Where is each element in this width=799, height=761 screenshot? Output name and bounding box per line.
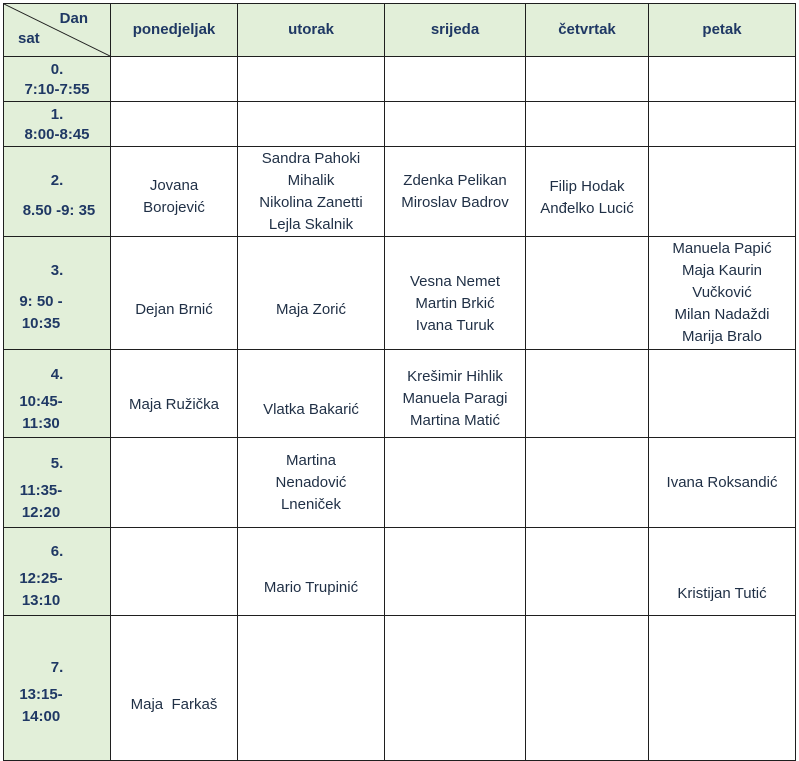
period-number: 6. [50, 542, 64, 560]
cell-1-tue [238, 102, 385, 147]
period-time: 9: 50 - 10:35 [19, 293, 63, 332]
cell-3-thu [526, 237, 649, 350]
cell-5-thu [526, 438, 649, 528]
cell-3-tue [238, 237, 385, 350]
cell-3-wed [385, 237, 526, 350]
cell-7-tue [238, 616, 385, 761]
teacher-name: Maja Zorić [275, 301, 346, 318]
period-time: 12:25- 13:10 [19, 569, 63, 609]
cell-2-tue [238, 147, 385, 237]
cell-7-fri [649, 616, 796, 761]
schedule-table [3, 3, 796, 761]
cell-1-thu [526, 102, 649, 147]
cell-4-fri [649, 350, 796, 438]
cell-6-fri [649, 528, 796, 616]
corner-cell [4, 4, 111, 57]
period-number: 7. [50, 659, 64, 676]
teacher-name: Lneniček [280, 495, 342, 513]
period-3-cell [4, 237, 111, 350]
period-time: 8.50 -9: 35 [22, 201, 96, 219]
period-time: 13:15- 14:00 [19, 686, 63, 725]
teacher-name: Ivana Turuk [415, 317, 495, 334]
teacher-name: Krešimir Hihlik [407, 367, 503, 385]
cell-0-wed [385, 57, 526, 102]
cell-2-mon [111, 147, 238, 237]
period-number: 5. [50, 454, 64, 472]
teacher-name: Vlatka Bakarić [263, 401, 359, 418]
table-row [4, 616, 796, 761]
period-time: 8:00-8:45 [24, 126, 90, 143]
cell-6-thu [526, 528, 649, 616]
cell-4-wed [385, 350, 526, 438]
period-number: 0. [50, 61, 64, 78]
day-header-thursday: četvrtak [526, 4, 649, 57]
teacher-name: Kristijan Tutić [677, 584, 767, 602]
cell-0-mon [111, 57, 238, 102]
period-5-cell [4, 438, 111, 528]
cell-3-fri [649, 237, 796, 350]
teacher-name: Nenadović [275, 473, 347, 491]
teacher-name: Martina Matić [409, 411, 501, 429]
cell-5-wed [385, 438, 526, 528]
teacher-name: Manuela Papić [672, 240, 772, 257]
teacher-name: Dejan Brnić [135, 301, 213, 318]
cell-6-wed [385, 528, 526, 616]
cell-4-mon [111, 350, 238, 438]
teacher-name: Nikolina Zanetti [259, 193, 363, 211]
table-row [4, 528, 796, 616]
teacher-name: Ivana Roksandić [666, 473, 778, 491]
cell-1-mon [111, 102, 238, 147]
period-2-cell [4, 147, 111, 237]
cell-7-thu [526, 616, 649, 761]
teacher-name: Maja Farkaš [130, 696, 218, 713]
teacher-name: Marija Bralo [681, 328, 763, 345]
cell-5-tue [238, 438, 385, 528]
teacher-name: Mario Trupinić [263, 578, 359, 596]
cell-1-fri [649, 102, 796, 147]
teacher-name: Jovana [149, 176, 199, 194]
period-number: 4. [50, 365, 64, 383]
period-number: 2. [50, 171, 64, 189]
header-row [4, 4, 796, 57]
period-6-cell [4, 528, 111, 616]
cell-0-fri [649, 57, 796, 102]
teacher-name: Martina [285, 451, 337, 469]
table-row [4, 57, 796, 102]
table-row [4, 237, 796, 350]
teacher-name: Filip Hodak [549, 177, 625, 195]
table-row [4, 147, 796, 237]
table-row [4, 350, 796, 438]
table-row [4, 102, 796, 147]
day-header-friday: petak [649, 4, 796, 57]
period-time: 11:35- 12:20 [19, 481, 63, 521]
teacher-name: Sandra Pahoki [261, 149, 361, 167]
teacher-name: Lejla Skalnik [268, 215, 354, 233]
cell-4-tue [238, 350, 385, 438]
teacher-name: Manuela Paragi [402, 389, 508, 407]
cell-0-tue [238, 57, 385, 102]
teacher-name: Martin Brkić [415, 295, 495, 312]
teacher-name: Vesna Nemet [409, 273, 501, 290]
cell-5-mon [111, 438, 238, 528]
cell-7-wed [385, 616, 526, 761]
day-header-tuesday: utorak [238, 4, 385, 57]
corner-day-label: Dan [59, 10, 88, 27]
teacher-name: Maja Kaurin [681, 262, 763, 279]
cell-2-thu [526, 147, 649, 237]
period-time: 10:45- 11:30 [19, 392, 63, 432]
period-4-cell [4, 350, 111, 438]
period-number: 1. [50, 106, 64, 123]
teacher-name: Maja Ružička [128, 395, 220, 413]
corner-period-label: sat [18, 30, 40, 47]
cell-7-mon [111, 616, 238, 761]
teacher-name: Zdenka Pelikan [403, 171, 507, 189]
teacher-name: Anđelko Lucić [540, 199, 634, 217]
cell-1-wed [385, 102, 526, 147]
cell-5-fri [649, 438, 796, 528]
cell-3-mon [111, 237, 238, 350]
teacher-name: Vučković [692, 284, 752, 301]
cell-2-fri [649, 147, 796, 237]
day-header-monday: ponedjeljak [111, 4, 238, 57]
cell-4-thu [526, 350, 649, 438]
period-7-cell [4, 616, 111, 761]
cell-6-mon [111, 528, 238, 616]
day-header-wednesday: srijeda [385, 4, 526, 57]
teacher-name: Milan Nadaždi [674, 306, 770, 323]
teacher-name: Borojević [143, 198, 205, 216]
teacher-name: Miroslav Badrov [401, 193, 509, 211]
cell-2-wed [385, 147, 526, 237]
cell-0-thu [526, 57, 649, 102]
period-time: 7:10-7:55 [24, 81, 90, 98]
period-1-cell [4, 102, 111, 147]
period-number: 3. [50, 262, 64, 279]
teacher-name: Mihalik [287, 171, 335, 189]
period-0-cell [4, 57, 111, 102]
cell-6-tue [238, 528, 385, 616]
table-row [4, 438, 796, 528]
